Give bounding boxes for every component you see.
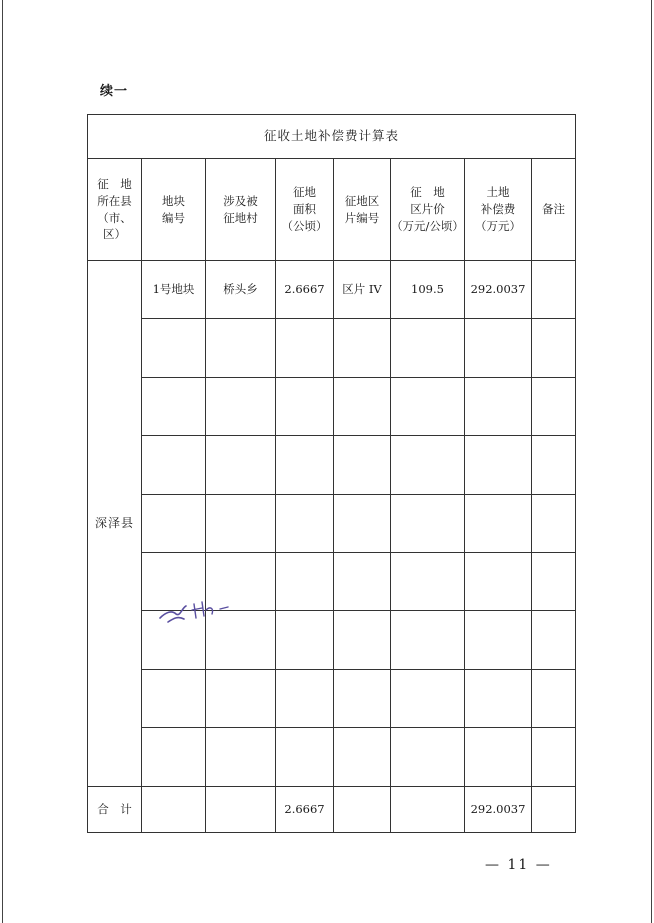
cell-zone-no [334, 728, 391, 786]
cell-compensation [465, 319, 532, 377]
table-row [88, 494, 576, 552]
table-row [88, 319, 576, 377]
table-row [88, 436, 576, 494]
total-compensation: 292.0037 [465, 786, 532, 832]
cell-area [276, 436, 334, 494]
header-area-line: （公顷） [281, 218, 328, 233]
cell-remarks [532, 669, 576, 727]
cell-remarks [532, 319, 576, 377]
cell-plot-no [142, 669, 206, 727]
cell-plot-no [142, 728, 206, 786]
cell-zone-no [334, 611, 391, 669]
cell-zone-no [334, 377, 391, 435]
cell-area: 2.6667 [276, 261, 334, 319]
cell-compensation [465, 611, 532, 669]
cell-area [276, 728, 334, 786]
header-zone-no-line: 片编号 [344, 210, 380, 225]
cell-compensation: 292.0037 [465, 261, 532, 319]
cell-compensation [465, 494, 532, 552]
header-zone-no-line: 征地区 [344, 193, 380, 208]
cell-remarks [532, 728, 576, 786]
cell-zone-no [334, 494, 391, 552]
cell-remarks [532, 436, 576, 494]
cell-area [276, 552, 334, 610]
header-area-line: 面积 [293, 202, 316, 217]
header-row [88, 159, 576, 261]
cell-remarks [532, 261, 576, 319]
header-villages [206, 159, 276, 261]
total-label: 合 计 [88, 786, 142, 832]
cell-remarks [532, 611, 576, 669]
cell-plot-no [142, 319, 206, 377]
cell-area [276, 377, 334, 435]
table-row [88, 377, 576, 435]
cell-plot-no [142, 377, 206, 435]
continuation-label: 续一 [100, 84, 129, 99]
cell-village [206, 494, 276, 552]
cell-zone-no: 区片 IV [334, 261, 391, 319]
total-zone-price [391, 786, 465, 832]
table-row [88, 728, 576, 786]
total-plot-no [142, 786, 206, 832]
header-area [276, 159, 334, 261]
county-cell: 深泽县 [88, 261, 142, 787]
cell-zone-no [334, 552, 391, 610]
table-title: 征收土地补偿费计算表 [88, 115, 576, 159]
cell-zone-price [391, 669, 465, 727]
header-zone-price-line: 区片价 [410, 202, 445, 217]
cell-zone-price [391, 728, 465, 786]
header-plot-no-line: 编号 [162, 210, 185, 225]
cell-compensation [465, 552, 532, 610]
cell-area [276, 669, 334, 727]
header-county-line: 征 地 [97, 177, 132, 192]
cell-zone-no [334, 436, 391, 494]
header-remarks [532, 159, 576, 261]
cell-village [206, 319, 276, 377]
cell-plot-no [142, 436, 206, 494]
cell-village [206, 436, 276, 494]
table-row [88, 669, 576, 727]
header-area-line: 征地 [293, 185, 316, 200]
cell-zone-price [391, 319, 465, 377]
header-zone-price [391, 159, 465, 261]
cell-area [276, 319, 334, 377]
cell-compensation [465, 377, 532, 435]
header-plot-no-line: 地块 [162, 193, 185, 208]
header-county [88, 159, 142, 261]
cell-remarks [532, 377, 576, 435]
cell-village [206, 377, 276, 435]
cell-area [276, 494, 334, 552]
cell-remarks [532, 552, 576, 610]
handwritten-signature [158, 592, 238, 628]
header-plot-no [142, 159, 206, 261]
header-compensation-line: （万元） [475, 218, 521, 233]
header-villages-line: 征地村 [223, 210, 258, 225]
cell-zone-no [334, 319, 391, 377]
header-county-line: 所在县 [97, 193, 132, 208]
header-zone-no [334, 159, 391, 261]
total-zone-no [334, 786, 391, 832]
total-remarks [532, 786, 576, 832]
cell-village [206, 669, 276, 727]
cell-compensation [465, 728, 532, 786]
cell-compensation [465, 436, 532, 494]
cell-zone-price [391, 436, 465, 494]
cell-remarks [532, 494, 576, 552]
header-compensation-line: 土地 [486, 185, 510, 200]
cell-plot-no: 1号地块 [142, 261, 206, 319]
cell-zone-price [391, 377, 465, 435]
land-compensation-table [87, 114, 576, 833]
header-compensation-line: 补偿费 [480, 202, 516, 217]
cell-plot-no [142, 494, 206, 552]
header-zone-price-line: （万元/公顷） [391, 218, 464, 233]
cell-zone-price [391, 611, 465, 669]
header-compensation [465, 159, 532, 261]
cell-compensation [465, 669, 532, 727]
page-number: — 11 — [485, 857, 552, 873]
table-row [88, 261, 576, 319]
header-remarks-line: 备注 [542, 202, 565, 217]
total-area: 2.6667 [276, 786, 334, 832]
cell-zone-price [391, 494, 465, 552]
total-row [88, 786, 576, 832]
cell-zone-no [334, 669, 391, 727]
cell-zone-price: 109.5 [391, 261, 465, 319]
header-villages-line: 涉及被 [223, 193, 258, 208]
header-zone-price-line: 征 地 [410, 185, 445, 200]
cell-village [206, 728, 276, 786]
total-village [206, 786, 276, 832]
cell-village: 桥头乡 [206, 261, 276, 319]
cell-area [276, 611, 334, 669]
cell-zone-price [391, 552, 465, 610]
header-county-line: （市、 [97, 210, 132, 225]
header-county-line: 区） [103, 227, 126, 242]
